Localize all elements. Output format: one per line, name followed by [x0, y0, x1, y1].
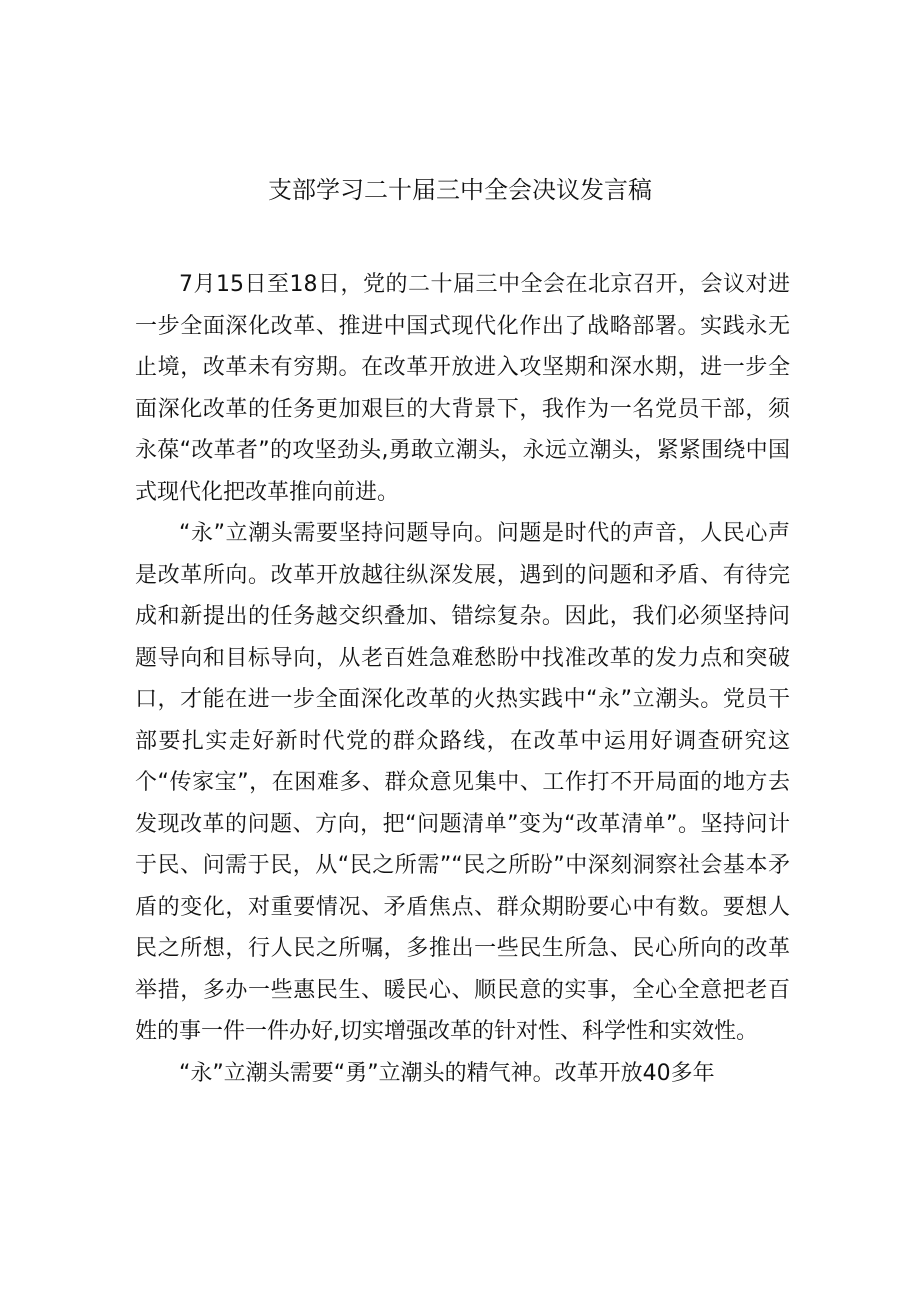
document-body	[135, 264, 790, 1094]
document-title: 支部学习二十届三中全会决议发言稿	[268, 176, 652, 204]
paragraph-problem-orientation: “永”立潮头需要坚持问题导向。问题是时代的声音，人民心声是改革所向。改革开放越往纵深发展，遇到的问题和矛盾、有待完成和新提出的任务越交织叠加、错综复杂。因此，我们必须坚持问题导向和目标导向，从老百姓急难愁盼中找准改革的发力点和突破口，才能在进一步全面深化改革的火热实践中“永”立潮头。党员干部要扎实走好新时代党的群众路线，在改革中运用好调查研究这个“传家宝”，在困难多、群众意见集中、工作打不开局面的地方去发现改革的问题、方向，把“问题清单”变为“改革清单”。坚持问计于民、问需于民，从“民之所需”“民之所盼”中深刻洞察社会基本矛盾的变化，对重要情况、矛盾焦点、群众期盼要心中有数。要想人民之所想，行人民之所嘱，多推出一些民生所急、民心所向的改革举措，多办一些惠民生、暖民心、顺民意的实事，全心全意把老百姓的事一件一件办好,切实增强改革的针对性、科学性和实效性。	[135, 521, 791, 1044]
paragraph-spirit: “永”立潮头需要“勇”立潮头的精气神。改革开放40多年	[179, 1060, 715, 1086]
paragraph-intro: 7月15日至18日，党的二十届三中全会在北京召开，会议对进一步全面深化改革、推进中国式现代化作出了战略部署。实践永无止境，改革未有穷期。在改革开放进入攻坚期和深水期，进一步全面深化改革的任务更加艰巨的大背景下，我作为一名党员干部，须永葆“改革者”的攻坚劲头,勇敢立潮头，永远立潮头，紧紧围绕中国式现代化把改革推向前进。	[135, 272, 790, 505]
